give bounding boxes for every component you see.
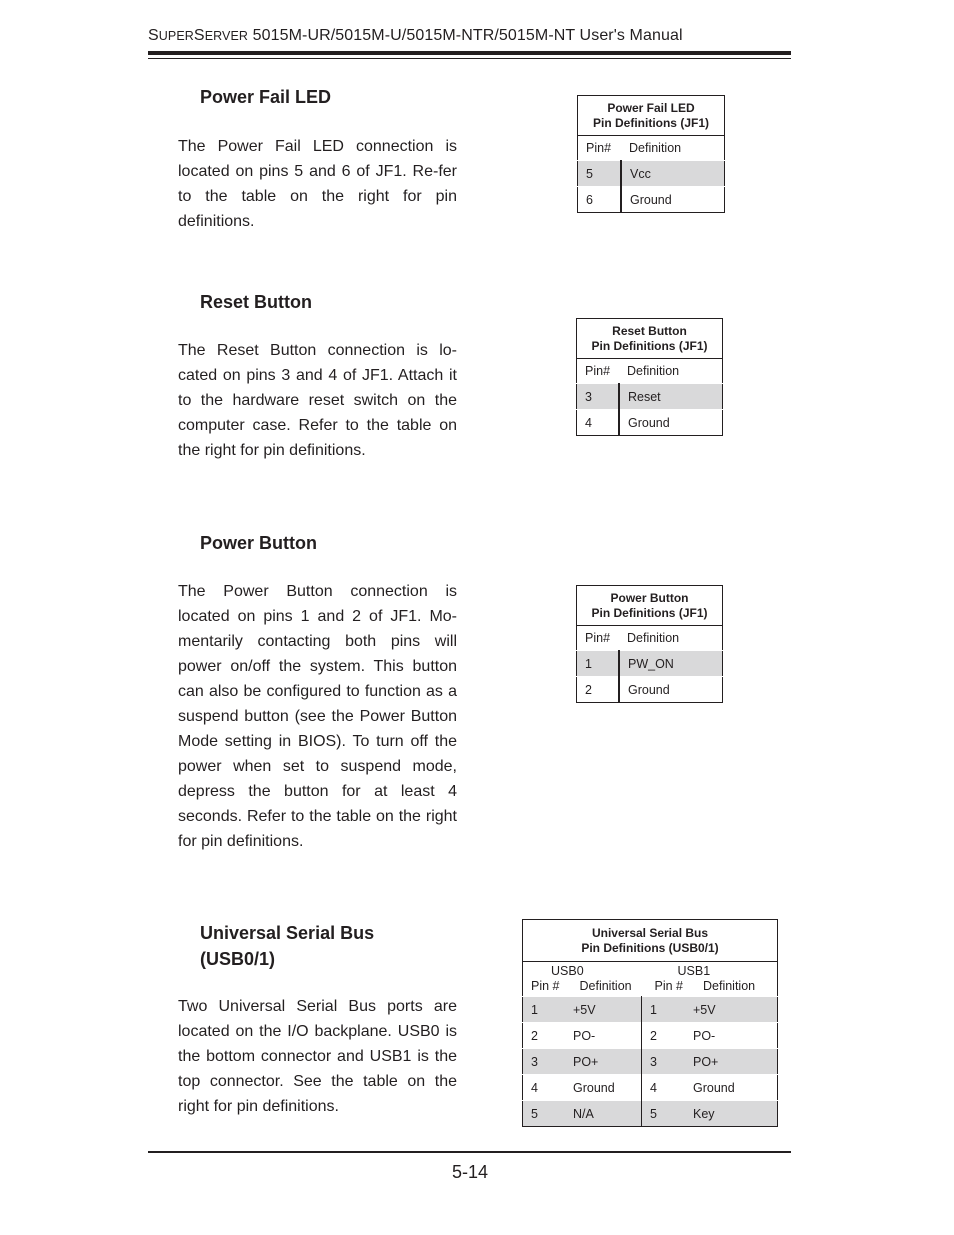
table-header-row: Pin# Definition xyxy=(585,364,680,378)
power-fail-heading: Power Fail LED xyxy=(200,87,332,107)
reset-button-heading: Reset Button xyxy=(200,292,312,312)
table-header-row: Pin# Definition xyxy=(585,631,680,645)
table-row: 5 N/A 5 Key xyxy=(523,1101,778,1127)
table-row: 3 PO+ 3 PO+ xyxy=(523,1049,778,1075)
header-smallcaps: UPER xyxy=(158,29,194,43)
table-title: Reset Button Pin Definitions (JF1) xyxy=(577,319,723,359)
power-button-text: The Power Button connection is located on pins 1 and 2 of JF1. Mo-mentarily contacting both pins will power on/off the system. This button can also be configured to function as a suspend button (see the Power Button Mode setting in BIOS). To turn off the power when set to suspend mode, depress the button for at least 4 seconds. Refer to the table on the right for pin definitions. xyxy=(178,583,457,850)
header-initial: S xyxy=(148,27,159,44)
table-header-row: USB0 Pin # Definition USB1 Pin # Definition xyxy=(531,964,756,993)
table-header-row: Pin# Definition xyxy=(586,141,682,155)
reset-button-pin-table xyxy=(576,318,723,436)
table-row: 4 Ground 4 Ground xyxy=(523,1075,778,1101)
power-button-pin-table xyxy=(576,585,723,703)
table-row: 2 Ground xyxy=(577,677,723,703)
header-initial: S xyxy=(193,27,205,44)
table-row: 6 Ground xyxy=(578,187,725,213)
table-title: Power Button Pin Definitions (JF1) xyxy=(577,586,723,626)
reset-button-text: The Reset Button connection is lo-cated on pins 3 and 4 of JF1. Attach it to the hardware reset switch on the computer case. Refer to the table on the right for pin definitions. xyxy=(178,342,457,459)
usb-pin-table xyxy=(522,919,778,1127)
table-row: 4 Ground xyxy=(577,410,723,436)
header-smallcaps: ERVER xyxy=(204,29,249,43)
table-row: 1 +5V 1 +5V xyxy=(523,997,778,1023)
running-header xyxy=(148,27,683,45)
page-number: 5-14 xyxy=(451,1162,489,1182)
power-fail-pin-table xyxy=(577,95,725,213)
table-title: Power Fail LED Pin Definitions (JF1) xyxy=(578,96,725,136)
footer-rule xyxy=(148,1151,791,1153)
usb-text: Two Universal Serial Bus ports are located on the I/O backplane. USB0 is the bottom connector and USB1 is the top connector. See the table on the right for pin definitions. xyxy=(178,998,457,1115)
power-fail-text: The Power Fail LED connection is located on pins 5 and 6 of JF1. Re-fer to the table on the right for pin definitions. xyxy=(178,138,457,230)
table-row: 1 PW_ON xyxy=(577,651,723,677)
table-row: 3 Reset xyxy=(577,384,723,410)
usb-heading: Universal Serial Bus (USB0/1) xyxy=(200,923,375,969)
header-models: 5015M-UR/5015M-U/5015M-NTR/5015M-NT User's Manual xyxy=(248,27,683,44)
header-rule-thick xyxy=(148,51,791,55)
table-row: 5 Vcc xyxy=(578,161,725,187)
table-row: 2 PO- 2 PO- xyxy=(523,1023,778,1049)
header-rule-thin xyxy=(148,58,791,59)
power-button-heading: Power Button xyxy=(200,533,317,553)
table-title: Universal Serial Bus Pin Definitions (USB0/1) xyxy=(523,920,778,962)
